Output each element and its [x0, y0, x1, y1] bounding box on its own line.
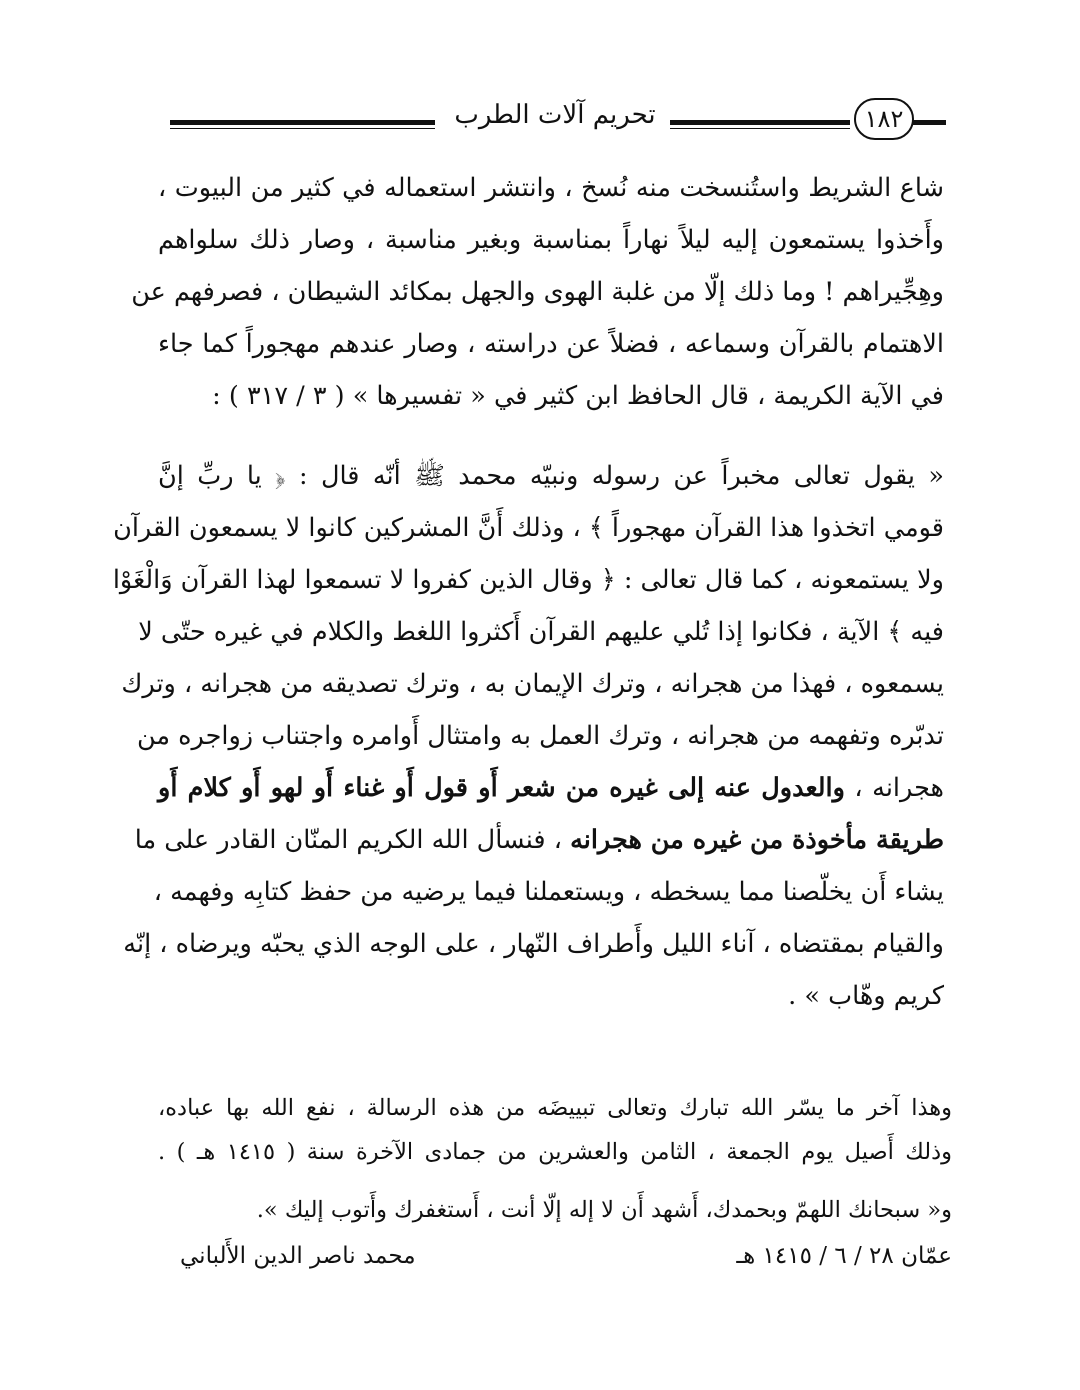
text-line: والقيام بمقتضاه ، آناء الليل وأَطراف النّهار ، على الوجه الذي يحبّه ويرضاه ، إنّه: [123, 929, 944, 959]
paragraph-1: [131, 162, 944, 422]
paragraph-2-quotation: [112, 450, 944, 1022]
text-line: وأَخذوا يستمعون إليه ليلاً نهاراً بمناسبة وبغير مناسبة ، وصار ذلك سلواهم: [158, 225, 944, 255]
text-line: و« سبحانك اللهمّ وبحمدك، أَشهد أَن لا إله إلّا أنت ، أَستغفرك وأَتوب إليك ».: [256, 1197, 952, 1223]
header-rule-left-thin: [170, 128, 435, 129]
text-segment: هجرانه ،: [844, 773, 944, 803]
text-line: وهذا آخر ما يسّر الله تبارك وتعالى تبييضَه من هذه الرسالة ، نفع الله بها عباده،: [158, 1095, 953, 1121]
text-line: شاع الشريط واستُنسخت منه نُسخ ، وانتشر استعماله في كثير من البيوت ،: [158, 173, 944, 203]
text-line: تدبّره وتفهمه من هجرانه ، وترك العمل به وامتثال أَوامره واجتناب زواجره من: [137, 721, 944, 751]
text-line: الاهتمام بالقرآن وسماعه ، فضلاً عن دراسته ، وصار عندهم مهجوراً كما جاء: [158, 329, 944, 359]
author-name: محمد ناصر الدين الأَلباني: [180, 1243, 416, 1269]
text-line: في الآية الكريمة ، قال الحافظ ابن كثير في « تفسيرها » ( ٣ / ٣١٧ ) :: [212, 381, 944, 411]
text-line: قومي اتخذوا هذا القرآن مهجوراً ﴾ ، وذلك أَنَّ المشركين كانوا لا يسمعون القرآن: [113, 513, 944, 543]
text-line: « يقول تعالى مخبراً عن رسوله ونبيّه محمد ﷺ أنّه قال : ﴿ يا ربِّ إنَّ: [158, 461, 944, 491]
closing-paragraph: [158, 1086, 952, 1174]
closing-dua: [158, 1188, 952, 1232]
text-line-mixed: [158, 762, 944, 814]
text-line: فيه ﴾ الآية ، فكانوا إذا تُلي عليهم القرآن أَكثروا اللغط والكلام في غيره حتّى لا: [138, 617, 944, 647]
header-rule-middle-thin: [670, 128, 850, 129]
running-title: تحريم آلات الطرب: [454, 100, 656, 130]
header-rule-right: [912, 120, 946, 125]
text-line: يسمعوه ، فهذا من هجرانه ، وترك الإيمان به ، وترك تصديقه من هجرانه ، وترك: [121, 669, 944, 699]
text-segment: ، فنسأل الله الكريم المنّان القادر على ما: [134, 825, 571, 855]
text-line: وهِجِّيراهم ! وما ذلك إلّا من غلبة الهوى والجهل بمكائد الشيطان ، فصرفهم عن: [131, 277, 944, 307]
text-line: يشاء أَن يخلّصنا مما يسخطه ، ويستعملنا فيما يرضيه من حفظ كتابِه وفهمه ،: [153, 877, 944, 907]
page-number: ١٨٢: [854, 98, 914, 140]
text-line: كريم وهّاب » .: [788, 981, 944, 1011]
header-rule-middle: [670, 120, 850, 125]
header-rule-left: [170, 120, 435, 125]
bold-text-segment: طريقة مأخوذة من غيره من هجرانه: [570, 825, 944, 855]
text-line: ولا يستمعونه ، كما قال تعالى : ﴿ وقال الذين كفروا لا تسمعوا لهذا القرآن وَالْغَوْا: [112, 565, 944, 595]
bold-text-segment: والعدول عنه إلى غيره من شعر أَو قول أَو غناء أَو لهو أَو كلام أَو: [158, 773, 845, 803]
signature-line: [158, 1234, 952, 1278]
text-line: وذلك أَصيل يوم الجمعة ، الثامن والعشرين من جمادى الآخرة سنة ( ١٤١٥ هـ ) .: [158, 1139, 953, 1165]
page-header: [170, 96, 946, 148]
signature-date: عمّان ٢٨ / ٦ / ١٤١٥ هـ: [736, 1243, 952, 1269]
text-line-mixed: [134, 814, 944, 866]
